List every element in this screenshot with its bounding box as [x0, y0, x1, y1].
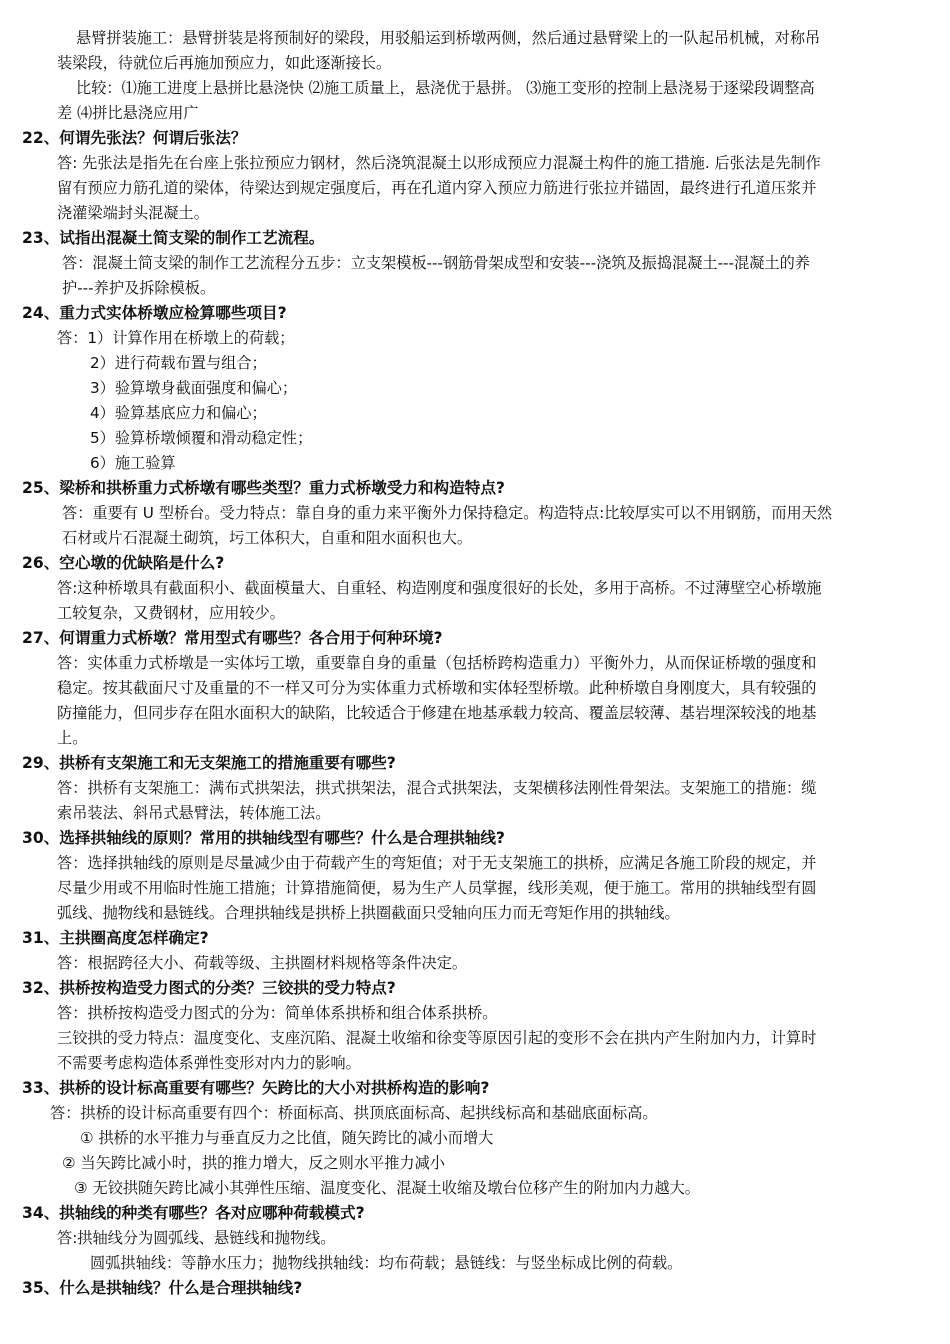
text-line: 悬臂拼装施工：悬臂拼装是将预制好的梁段，用驳船运到桥墩两侧，然后通过悬臂梁上的一队起吊机械，对称吊 [76, 29, 821, 47]
text-line: 圆弧拱轴线：等静水压力；抛物线拱轴线：均布荷载；悬链线：与竖坐标成比例的荷载。 [90, 1254, 683, 1272]
text-line: 留有预应力筋孔道的梁体，待梁达到规定强度后，再在孔道内穿入预应力筋进行张拉并锚固，最终进行孔道压浆并 [57, 179, 817, 197]
text-line: 答:这种桥墩具有截面积小、截面模量大、自重轻、构造刚度和强度很好的长处，多用于高桥。不过薄壁空心桥墩施 [57, 579, 822, 597]
text-line: 工较复杂，又费钢材，应用较少。 [57, 604, 285, 622]
text-line: 浇灌梁端封头混凝土。 [57, 204, 209, 222]
text-line: 答：混凝土简支梁的制作工艺流程分五步：立支架模板---钢筋骨架成型和安装---浇筑及振捣混凝土---混凝土的养 [62, 254, 810, 272]
text-line: 三铰拱的受力特点：温度变化、支座沉陷、混凝土收缩和徐变等原因引起的变形不会在拱内产生附加内力，计算时 [57, 1029, 817, 1047]
question-heading: 35、什么是拱轴线？什么是合理拱轴线? [22, 1279, 303, 1297]
text-line: 答：重要有 U 型桥台。受力特点：靠自身的重力来平衡外力保持稳定。构造特点:比较厚实可以不用钢筋，而用天然 [62, 504, 833, 522]
text-line: ① 拱桥的水平推力与垂直反力之比值，随矢跨比的减小而增大 [80, 1129, 494, 1147]
question-heading: 34、拱轴线的种类有哪些？各对应哪种荷载模式? [22, 1204, 365, 1222]
text-line: 6）施工验算 [90, 454, 176, 472]
question-heading: 24、重力式实体桥墩应检算哪些项目? [22, 304, 287, 322]
text-line: 答：根据跨径大小、荷载等级、主拱圈材料规格等条件决定。 [57, 954, 468, 972]
text-line: 答：拱桥有支架施工：满布式拱架法，拱式拱架法，混合式拱架法，支架横移法刚性骨架法。支架施工的措施：缆 [57, 779, 817, 797]
text-line: 答：实体重力式桥墩是一实体圬工墩，重要靠自身的重量（包括桥跨构造重力）平衡外力，从而保证桥墩的强度和 [57, 654, 817, 672]
question-heading: 30、选择拱轴线的原则？常用的拱轴线型有哪些？什么是合理拱轴线? [22, 829, 505, 847]
question-heading: 23、试指出混凝土简支梁的制作工艺流程。 [22, 229, 325, 247]
text-line: 索吊装法、斜吊式悬臂法，转体施工法。 [57, 804, 331, 822]
text-line: 稳定。按其截面尺寸及重量的不一样又可分为实体重力式桥墩和实体轻型桥墩。此种桥墩自身刚度大，具有较强的 [57, 679, 817, 697]
text-line: 答：拱桥按构造受力图式的分为：简单体系拱桥和组合体系拱桥。 [57, 1004, 498, 1022]
text-line: 上。 [57, 729, 88, 747]
text-line: 比较：⑴施工进度上悬拼比悬浇快 ⑵施工质量上，悬浇优于悬拼。 ⑶施工变形的控制上悬浇易于逐梁段调整高 [76, 79, 815, 97]
question-heading: 22、何谓先张法？何谓后张法？ [22, 129, 247, 147]
text-line: 答：拱桥的设计标高重要有四个：桥面标高、拱顶底面标高、起拱线标高和基础底面标高。 [50, 1104, 658, 1122]
question-heading: 29、拱桥有支架施工和无支架施工的措施重要有哪些? [22, 754, 396, 772]
text-line: 答:拱轴线分为圆弧线、悬链线和抛物线。 [57, 1229, 336, 1247]
question-heading: 27、何谓重力式桥墩？常用型式有哪些？各合用于何种环境? [22, 629, 443, 647]
question-heading: 33、拱桥的设计标高重要有哪些？矢跨比的大小对拱桥构造的影响? [22, 1079, 490, 1097]
text-line: ③ 无铰拱随矢跨比减小其弹性压缩、温度变化、混凝土收缩及墩台位移产生的附加内力越大。 [74, 1179, 700, 1197]
question-heading: 32、拱桥按构造受力图式的分类？三铰拱的受力特点? [22, 979, 396, 997]
text-line: 装梁段，待就位后再施加预应力，如此逐渐接长。 [57, 54, 392, 72]
text-line: 差 ⑷拼比悬浇应用广 [57, 104, 199, 122]
question-heading: 25、梁桥和拱桥重力式桥墩有哪些类型？重力式桥墩受力和构造特点? [22, 479, 505, 497]
text-line: 护---养护及拆除模板。 [62, 279, 216, 297]
text-line: 防撞能力，但同步存在阻水面积大的缺陷，比较适合于修建在地基承载力较高、覆盖层较薄、基岩埋深较浅的地基 [57, 704, 817, 722]
text-line: 3）验算墩身截面强度和偏心； [90, 379, 298, 397]
text-line: 答：选择拱轴线的原则是尽量减少由于荷载产生的弯矩值；对于无支架施工的拱桥，应满足各施工阶段的规定，并 [57, 854, 817, 872]
text-line: 不需要考虑构造体系弹性变形对内力的影响。 [57, 1054, 361, 1072]
text-line: ② 当矢跨比减小时，拱的推力增大，反之则水平推力减小 [62, 1154, 445, 1172]
question-heading: 31、主拱圈高度怎样确定? [22, 929, 209, 947]
text-line: 石材或片石混凝土砌筑，圬工体积大，自重和阻水面积也大。 [62, 529, 473, 547]
text-line: 2）进行荷载布置与组合； [90, 354, 267, 372]
text-line: 5）验算桥墩倾覆和滑动稳定性； [90, 429, 313, 447]
question-heading: 26、空心墩的优缺陷是什么? [22, 554, 225, 572]
text-line: 答: 先张法是指先在台座上张拉预应力钢材，然后浇筑混凝土以形成预应力混凝土构件的施工措施. 后张法是先制作 [57, 154, 821, 172]
text-line: 答：1）计算作用在桥墩上的荷载； [57, 329, 295, 347]
text-line: 4）验算基底应力和偏心； [90, 404, 267, 422]
text-line: 弧线、抛物线和悬链线。合理拱轴线是拱桥上拱圈截面只受轴向压力而无弯矩作用的拱轴线。 [57, 904, 680, 922]
text-line: 尽量少用或不用临时性施工措施；计算措施简便，易为生产人员掌握，线形美观，便于施工。常用的拱轴线型有圆 [57, 879, 817, 897]
